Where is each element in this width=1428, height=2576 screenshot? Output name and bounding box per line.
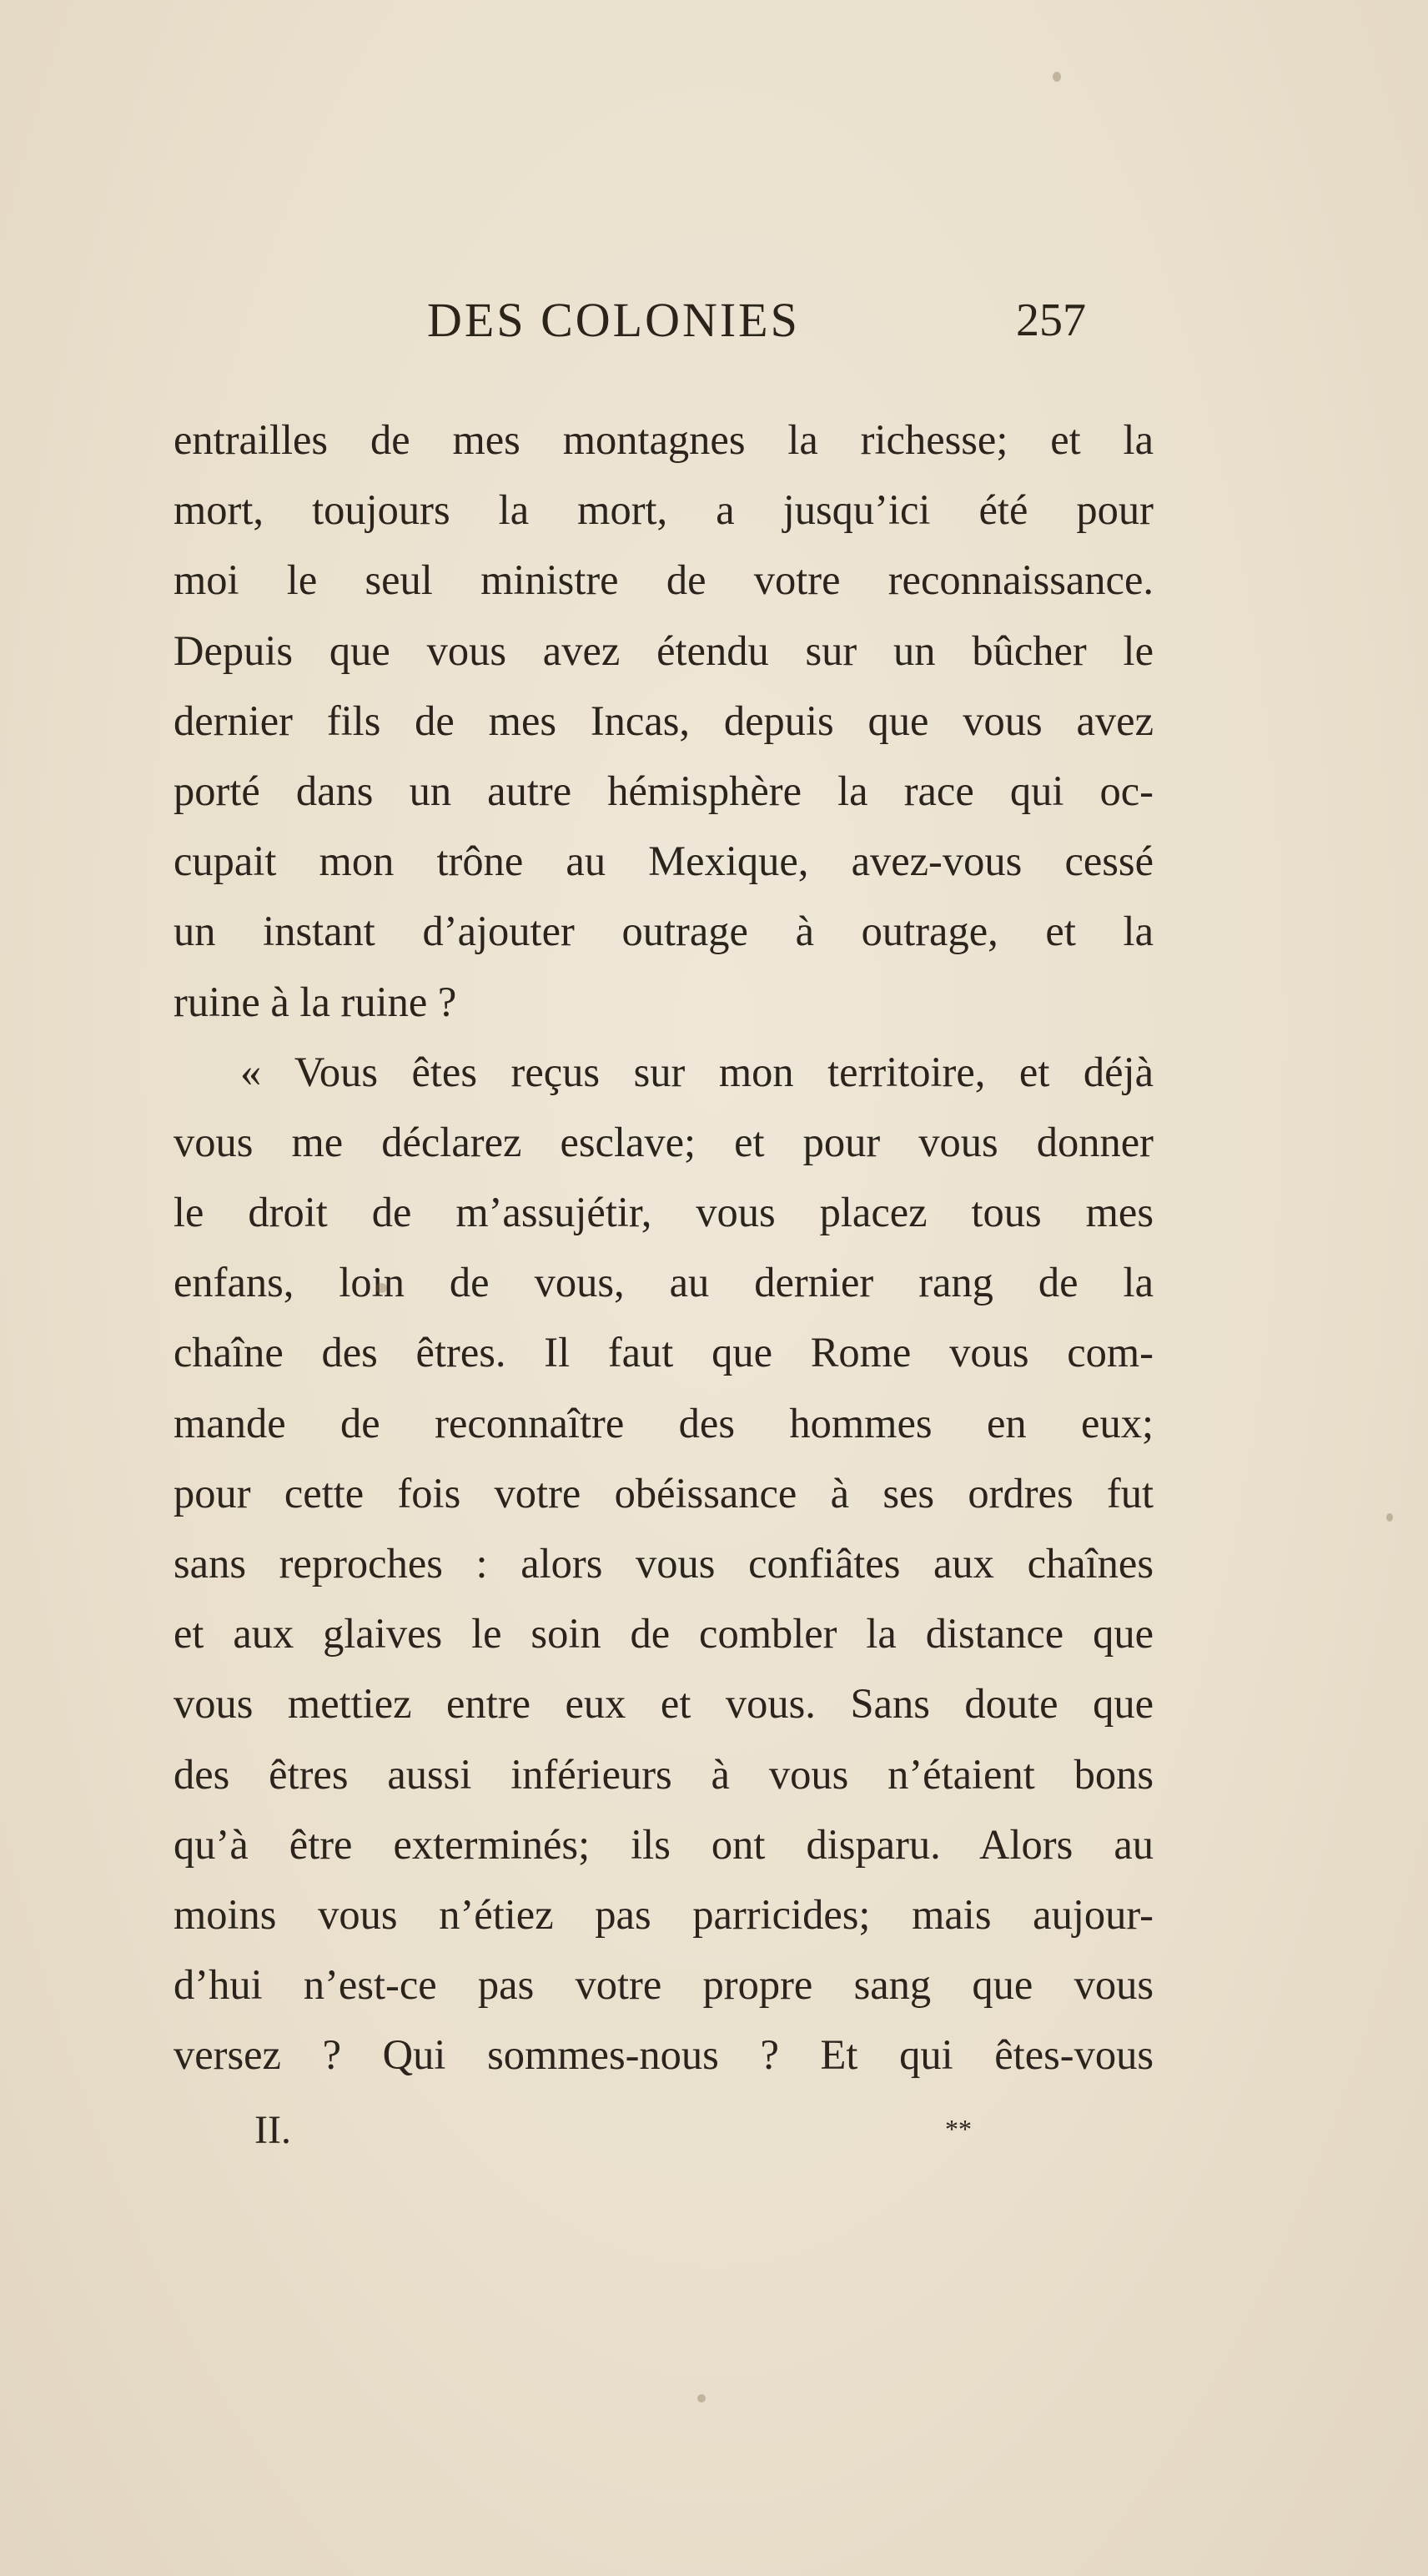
paper-spot bbox=[1053, 72, 1061, 82]
text-line: entrailles de mes montagnes la richesse; et la bbox=[173, 416, 1154, 463]
paper-spot bbox=[697, 2394, 706, 2402]
text-line: vous me déclarez esclave; et pour vous donner bbox=[173, 1118, 1154, 1165]
text-line: enfans, loin de vous, au dernier rang de la bbox=[173, 1259, 1154, 1306]
text-line: moins vous n’étiez pas parricides; mais aujour- bbox=[173, 1890, 1154, 1938]
text-line: versez ? Qui sommes-nous ? Et qui êtes-vous bbox=[173, 2031, 1154, 2079]
text-line: le droit de m’assujétir, vous placez tous mes bbox=[173, 1189, 1154, 1236]
text-line: et aux glaives le soin de combler la distance que bbox=[173, 1610, 1154, 1658]
text-line: sans reproches : alors vous confiâtes aux chaînes bbox=[173, 1540, 1154, 1587]
paper-spot bbox=[1386, 1513, 1393, 1522]
text-line: Depuis que vous avez étendu sur un bûcher le bbox=[173, 626, 1154, 674]
signature-mark: II. bbox=[254, 2108, 291, 2152]
text-line: porté dans un autre hémisphère la race qui oc- bbox=[173, 767, 1154, 814]
body-text bbox=[173, 405, 1154, 2090]
text-line: vous mettiez entre eux et vous. Sans doute que bbox=[173, 1680, 1154, 1728]
page-footer bbox=[254, 2107, 1005, 2166]
text-line: ruine à la ruine ? bbox=[173, 978, 457, 1025]
text-line: dernier fils de mes Incas, depuis que vous avez bbox=[173, 697, 1154, 744]
text-line: un instant d’ajouter outrage à outrage, et la bbox=[173, 908, 1154, 955]
page-number: 257 bbox=[1016, 294, 1086, 346]
gathering-mark: ** bbox=[945, 2114, 972, 2144]
text-line: des êtres aussi inférieurs à vous n’étaient bons bbox=[173, 1750, 1154, 1798]
text-line: d’hui n’est-ce pas votre propre sang que vous bbox=[173, 1961, 1154, 2009]
text-line: moi le seul ministre de votre reconnaissance. bbox=[173, 556, 1154, 604]
text-line: cupait mon trône au Mexique, avez-vous cessé bbox=[173, 838, 1154, 885]
text-line: pour cette fois votre obéissance à ses ordres fut bbox=[173, 1469, 1154, 1517]
paper-spot bbox=[375, 1283, 387, 1293]
page-header bbox=[175, 292, 1176, 367]
text-line: mande de reconnaître des hommes en eux; bbox=[173, 1399, 1154, 1446]
running-head: DES COLONIES bbox=[427, 293, 800, 347]
text-line: chaîne des êtres. Il faut que Rome vous com- bbox=[173, 1329, 1154, 1376]
text-line: qu’à être exterminés; ils ont disparu. Alors au bbox=[173, 1820, 1154, 1868]
text-line: mort, toujours la mort, a jusqu’ici été pour bbox=[173, 486, 1154, 534]
text-line: « Vous êtes reçus sur mon territoire, et déjà bbox=[240, 1048, 1154, 1095]
